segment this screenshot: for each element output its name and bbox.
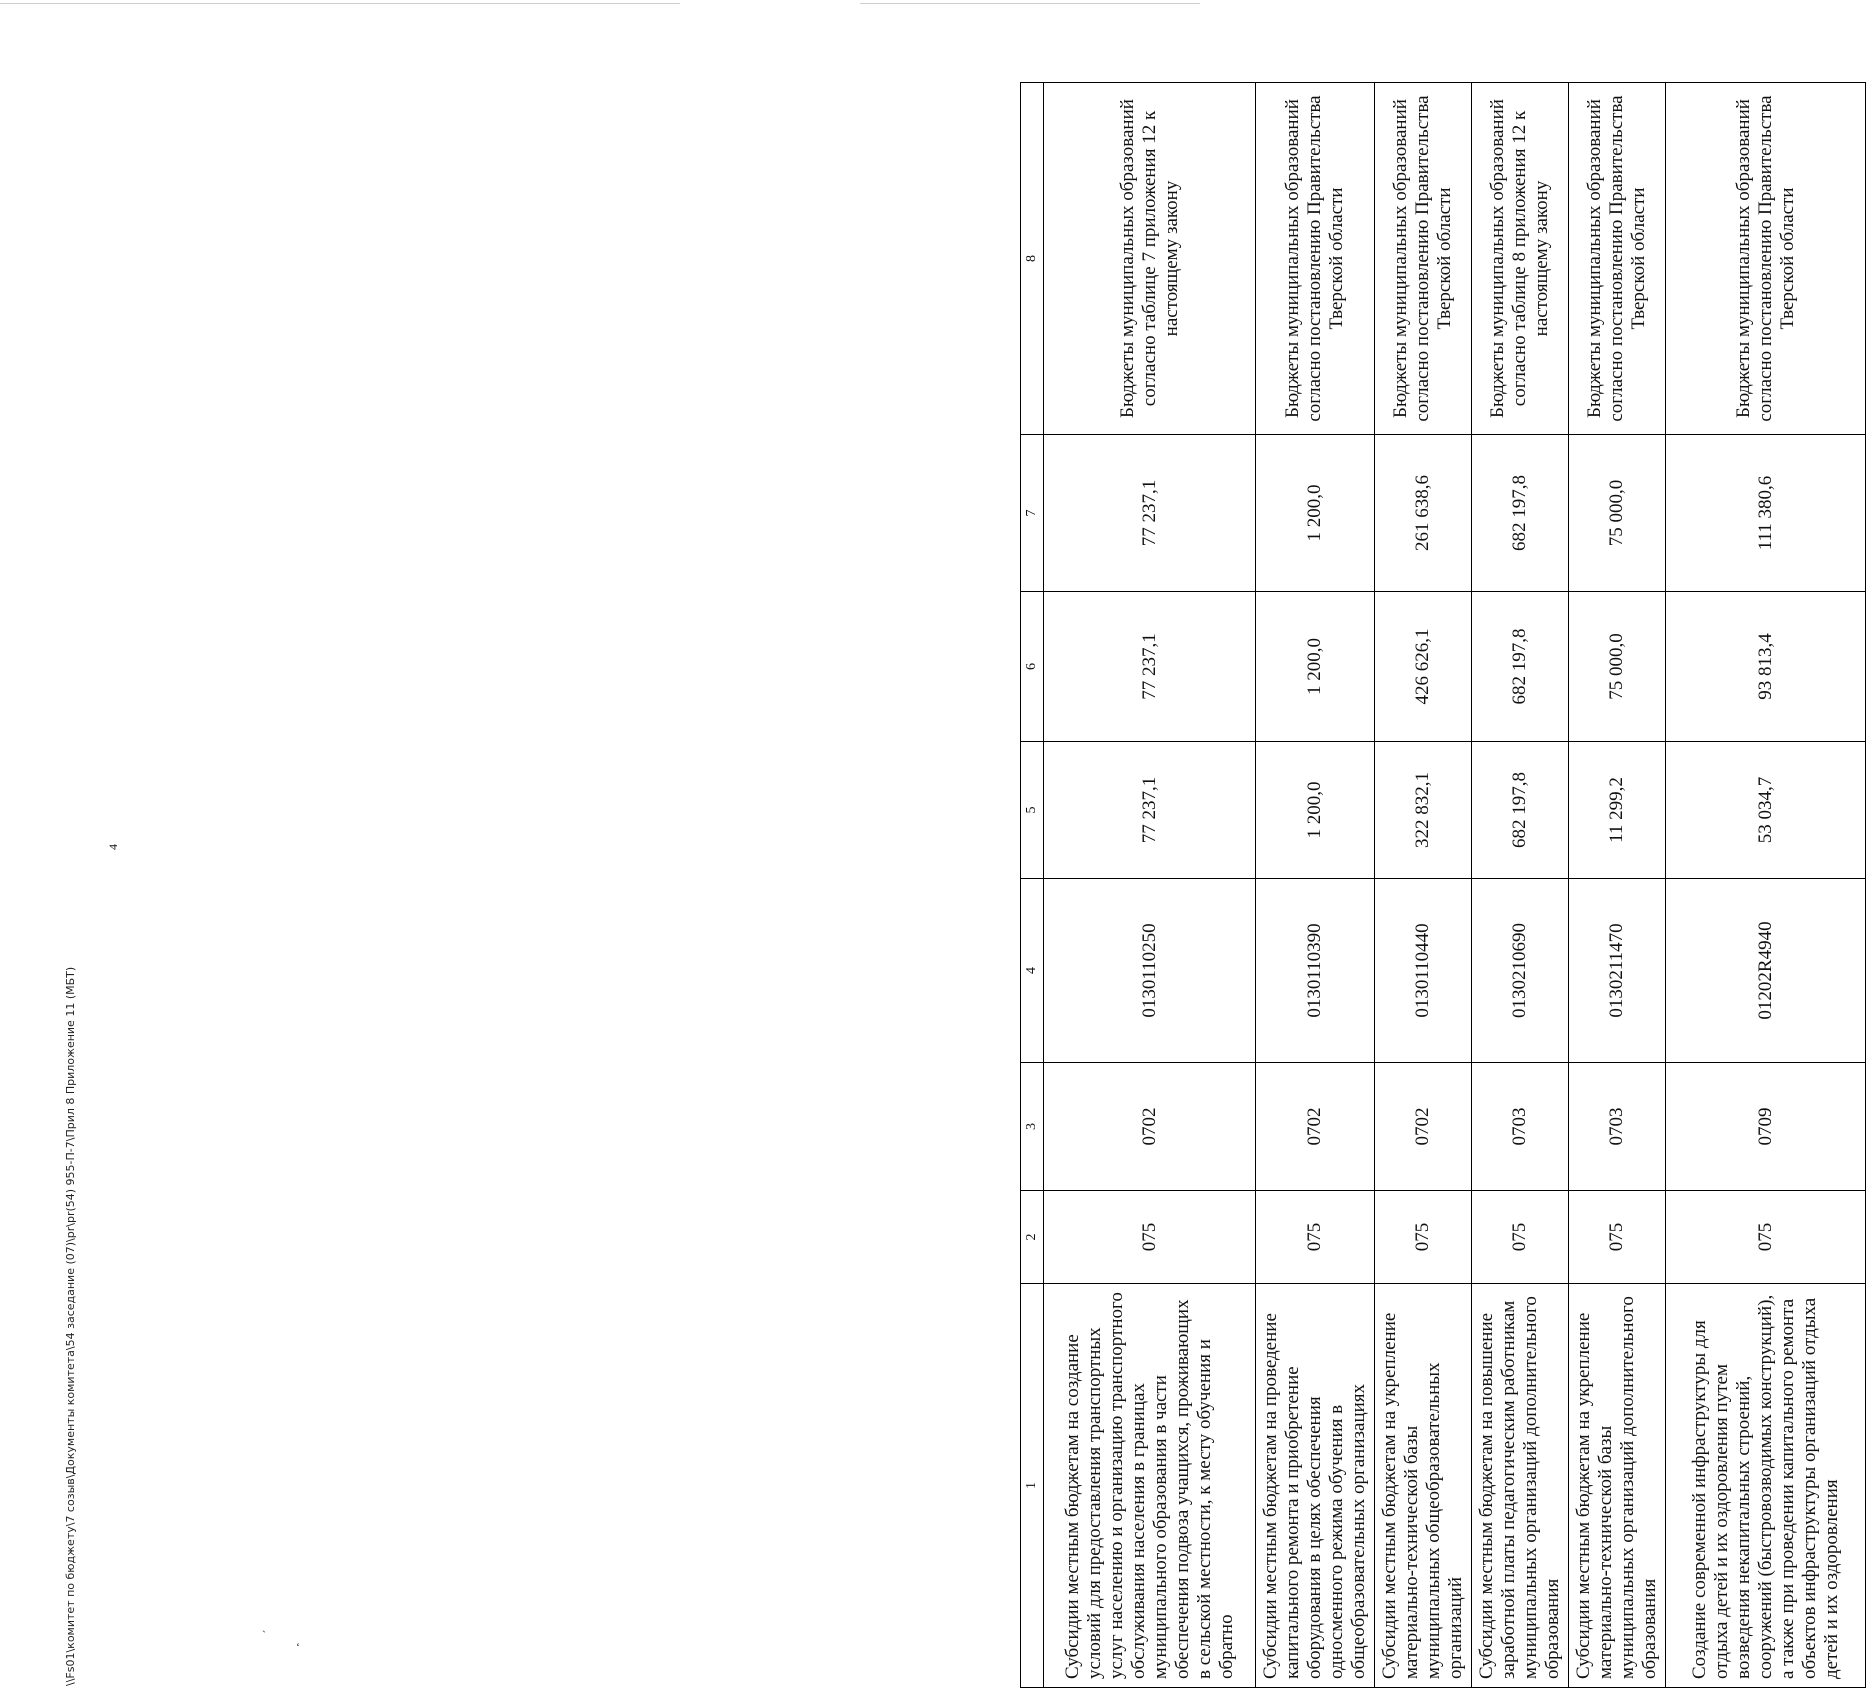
row-section-code: 0702 [1256, 1063, 1375, 1191]
row-description: Создание современной инфраструктуры для отдыха детей и их оздоровления путем возведения некапитальных строений, сооружений (быстровозводимых конструкций), а также при проведении капитального ремонта объектов инфраструктуры организаций отдыха детей и их оздоровления [1666, 1284, 1866, 1688]
row-amount-2: 93 813,4 [1666, 592, 1866, 742]
column-header: 6 [1021, 592, 1044, 742]
row-amount-1: 77 237,1 [1044, 742, 1256, 879]
row-department-code: 075 [1256, 1191, 1375, 1284]
row-amount-3: 75 000,0 [1569, 435, 1666, 592]
row-section-code: 0703 [1569, 1063, 1666, 1191]
row-section-code: 0703 [1472, 1063, 1569, 1191]
row-recipient: Бюджеты муниципальных образований согласно таблице 8 приложения 12 к настоящему закону [1472, 83, 1569, 435]
row-amount-1: 11 299,2 [1569, 742, 1666, 879]
row-department-code: 075 [1044, 1191, 1256, 1284]
row-amount-2: 1 200,0 [1256, 592, 1375, 742]
column-header: 5 [1021, 742, 1044, 879]
row-target-code: 0130110250 [1044, 879, 1256, 1063]
row-target-code: 0130210690 [1472, 879, 1569, 1063]
table-row [1569, 83, 1666, 1688]
row-target-code: 0130211470 [1569, 879, 1666, 1063]
column-header: 8 [1021, 83, 1044, 435]
table-row [1666, 83, 1866, 1688]
row-department-code: 075 [1375, 1191, 1472, 1284]
table-body [1021, 83, 1866, 1688]
row-recipient: Бюджеты муниципальных образований согласно постановлению Правительства Тверской области [1375, 83, 1472, 435]
row-recipient: Бюджеты муниципальных образований согласно постановлению Правительства Тверской области [1569, 83, 1666, 435]
row-description: Субсидии местным бюджетам на укрепление материально-технической базы муниципальных общеобразовательных организаций [1375, 1284, 1472, 1688]
scan-mark: ` [262, 1628, 266, 1642]
column-header: 1 [1021, 1284, 1044, 1688]
row-recipient: Бюджеты муниципальных образований согласно таблице 7 приложения 12 к настоящему закону [1044, 83, 1256, 435]
row-target-code: 0130110390 [1256, 879, 1375, 1063]
budget-table [1020, 82, 1866, 1688]
row-target-code: 0130110440 [1375, 879, 1472, 1063]
row-amount-3: 261 638,6 [1375, 435, 1472, 592]
table-row [1256, 83, 1375, 1688]
row-amount-1: 53 034,7 [1666, 742, 1866, 879]
row-department-code: 075 [1472, 1191, 1569, 1284]
page-number: 4 [106, 844, 120, 850]
row-amount-1: 322 832,1 [1375, 742, 1472, 879]
row-amount-3: 682 197,8 [1472, 435, 1569, 592]
row-section-code: 0709 [1666, 1063, 1866, 1191]
row-section-code: 0702 [1375, 1063, 1472, 1191]
table-row [1472, 83, 1569, 1688]
row-department-code: 075 [1569, 1191, 1666, 1284]
row-amount-2: 426 626,1 [1375, 592, 1472, 742]
row-amount-2: 682 197,8 [1472, 592, 1569, 742]
row-recipient: Бюджеты муниципальных образований согласно постановлению Правительства Тверской области [1666, 83, 1866, 435]
row-description: Субсидии местным бюджетам на повышение заработной платы педагогическим работникам муниципальных организаций дополнительного образования [1472, 1284, 1569, 1688]
column-number-row [1021, 83, 1044, 1688]
column-header: 2 [1021, 1191, 1044, 1284]
row-amount-3: 77 237,1 [1044, 435, 1256, 592]
row-description: Субсидии местным бюджетам на проведение капитального ремонта и приобретение оборудования в целях обеспечения односменного режима обучения в общеобразовательных организациях [1256, 1284, 1375, 1688]
row-description: Субсидии местным бюджетам на создание условий для предоставления транспортных услуг населению и организацию транспортного обслуживания населения в границах муниципального образования в части обеспечения подвоза учащихся, проживающих в сельской местности, к месту обучения и обратно [1044, 1284, 1256, 1688]
row-amount-1: 1 200,0 [1256, 742, 1375, 879]
row-section-code: 0702 [1044, 1063, 1256, 1191]
file-path-footer: \\Fs01\комитет по бюджету\7 созыв\Документы комитета\54 заседание (07)\pr\pr(54) 955-П-7\Прил 8 Приложение 11 (МБТ) [64, 966, 77, 1686]
table-row [1375, 83, 1472, 1688]
scan-mark: ‘ [296, 1640, 300, 1654]
row-amount-2: 75 000,0 [1569, 592, 1666, 742]
row-description: Субсидии местным бюджетам на укрепление материально-технической базы муниципальных организаций дополнительного образования [1569, 1284, 1666, 1688]
row-department-code: 075 [1666, 1191, 1866, 1284]
column-header: 7 [1021, 435, 1044, 592]
row-recipient: Бюджеты муниципальных образований согласно постановлению Правительства Тверской области [1256, 83, 1375, 435]
row-amount-2: 77 237,1 [1044, 592, 1256, 742]
table-row [1044, 83, 1256, 1688]
column-header: 4 [1021, 879, 1044, 1063]
column-header: 3 [1021, 1063, 1044, 1191]
row-amount-3: 111 380,6 [1666, 435, 1866, 592]
row-amount-1: 682 197,8 [1472, 742, 1569, 879]
row-amount-3: 1 200,0 [1256, 435, 1375, 592]
row-target-code: 01202R4940 [1666, 879, 1866, 1063]
